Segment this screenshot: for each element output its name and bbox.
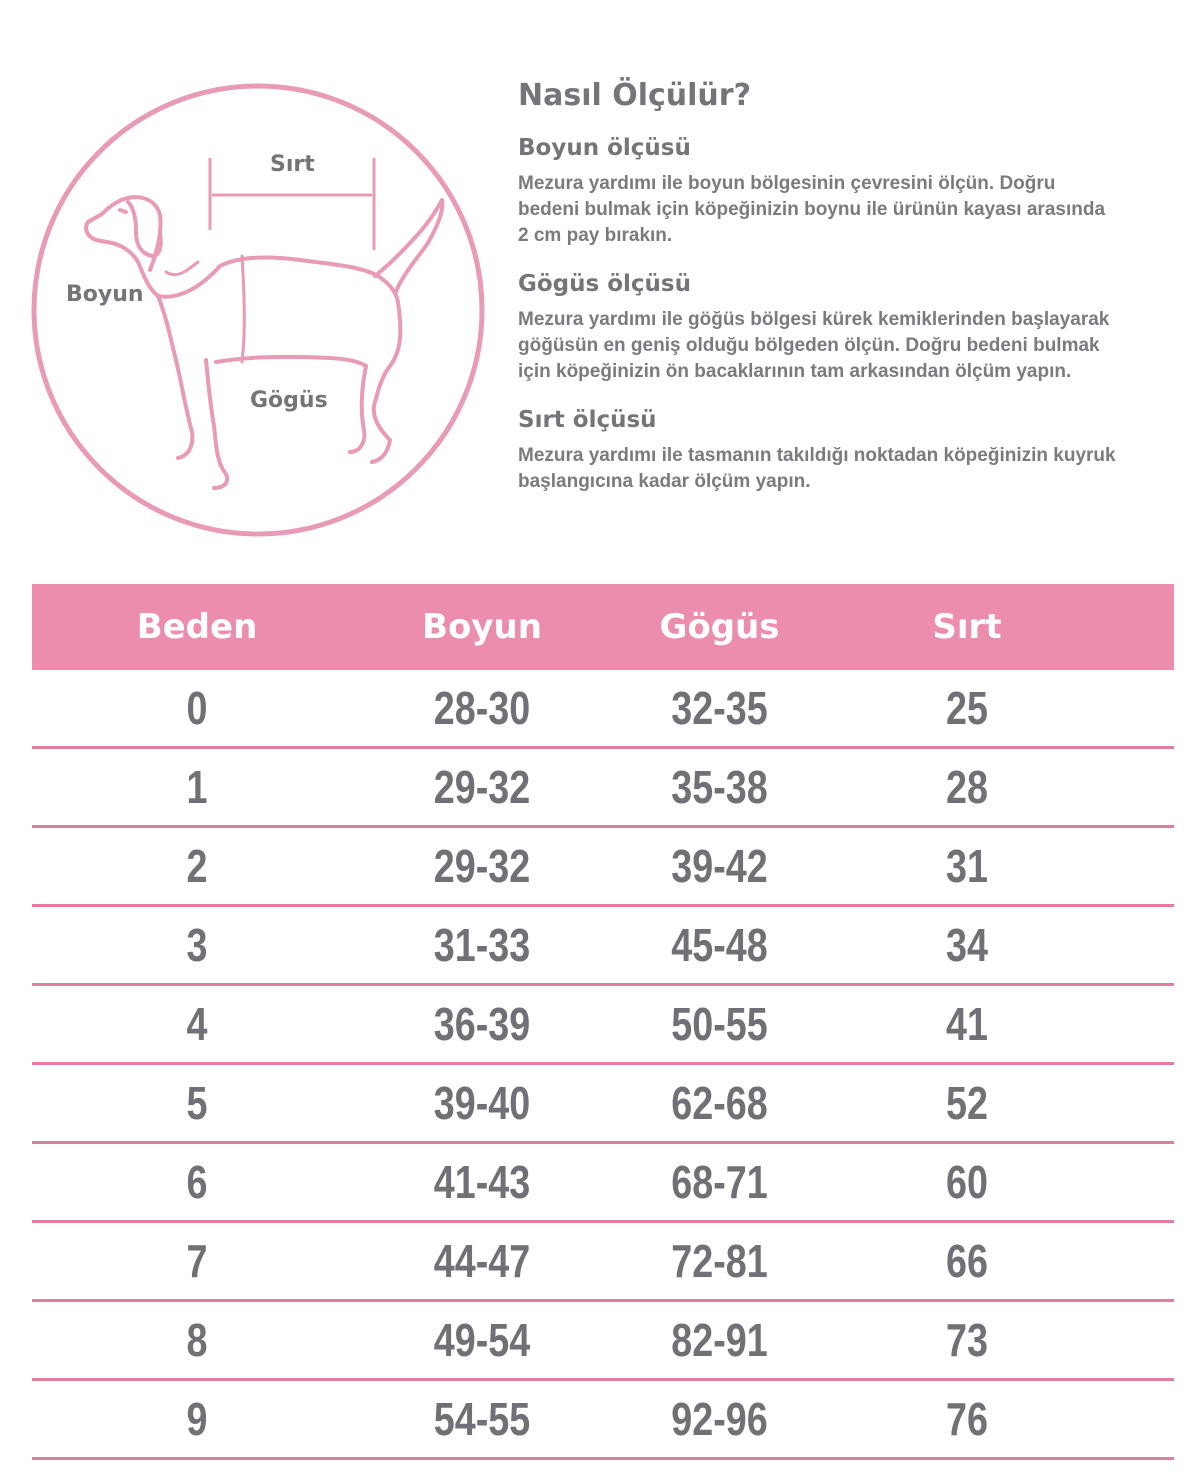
- cell-neck: 39-40: [433, 1077, 531, 1129]
- header-chest: Gögüs: [659, 607, 780, 647]
- header-back: Sırt: [932, 607, 1002, 647]
- cell-chest: 72-81: [671, 1235, 768, 1287]
- cell-neck: 29-32: [433, 761, 531, 813]
- cell-back: 66: [946, 1235, 988, 1287]
- cell-chest: 92-96: [671, 1393, 768, 1445]
- chest-section: [518, 271, 1188, 385]
- table-row: [32, 1223, 1174, 1302]
- cell-back: 31: [946, 840, 988, 892]
- cell-back: 52: [946, 1077, 988, 1129]
- cell-back: 60: [946, 1156, 988, 1208]
- section-heading: Boyun ölçüsü: [518, 135, 691, 161]
- table-row: [32, 1144, 1174, 1223]
- cell-neck: 54-55: [433, 1393, 531, 1445]
- cell-back: 28: [946, 761, 988, 813]
- section-body: Mezura yardımı ile göğüs bölgesi kürek kemiklerinden başlayarak göğüsün en geniş olduğu bölgeden ölçün. Doğru bedeni bulmak için köpeğinizin ön bacaklarının tam arkasından ölçüm yapın.: [518, 309, 1110, 382]
- cell-neck: 41-43: [433, 1156, 531, 1208]
- table-row: [32, 1302, 1174, 1381]
- cell-back: 41: [946, 998, 988, 1050]
- dog-diagram: [30, 80, 490, 540]
- cell-size: 1: [186, 761, 208, 813]
- cell-size: 6: [186, 1156, 208, 1208]
- cell-size: 7: [186, 1235, 208, 1287]
- cell-neck: 28-30: [433, 682, 531, 734]
- cell-back: 25: [946, 682, 988, 734]
- section-body: Mezura yardımı ile boyun bölgesinin çevresini ölçün. Doğru bedeni bulmak için köpeğinizin boynu ile ürünün kayası arasında 2 cm pay bırakın.: [518, 173, 1106, 246]
- neck-section: [518, 135, 1188, 249]
- cell-chest: 62-68: [671, 1077, 768, 1129]
- section-heading: Sırt ölçüsü: [518, 407, 657, 433]
- table-row: [32, 1065, 1174, 1144]
- diagram-circle: [34, 86, 482, 534]
- back-section: [518, 407, 1188, 495]
- cell-chest: 68-71: [671, 1156, 768, 1208]
- cell-size: 2: [186, 840, 208, 892]
- cell-back: 73: [946, 1314, 988, 1366]
- table-header: [32, 584, 1174, 670]
- cell-size: 8: [186, 1314, 208, 1366]
- cell-chest: 50-55: [671, 998, 768, 1050]
- table-row: [32, 986, 1174, 1065]
- dog-measurement-illustration: [30, 80, 490, 540]
- cell-chest: 35-38: [671, 761, 768, 813]
- cell-chest: 32-35: [671, 682, 768, 734]
- measurement-instructions: [518, 78, 1188, 517]
- size-table: [32, 584, 1174, 1460]
- section-heading: Gögüs ölçüsü: [518, 271, 691, 297]
- cell-neck: 36-39: [433, 998, 531, 1050]
- header-neck: Boyun: [422, 607, 542, 647]
- cell-neck: 49-54: [433, 1314, 531, 1366]
- section-body: Mezura yardımı ile tasmanın takıldığı noktadan köpeğinizin kuyruk başlangıcına kadar ölçüm yapın.: [518, 445, 1116, 492]
- cell-chest: 45-48: [671, 919, 768, 971]
- table-row: [32, 1381, 1174, 1460]
- cell-back: 76: [946, 1393, 988, 1445]
- table-row: [32, 749, 1174, 828]
- cell-back: 34: [946, 919, 988, 971]
- chest-label: Gögüs: [250, 388, 328, 413]
- cell-size: 5: [186, 1077, 208, 1129]
- cell-neck: 31-33: [433, 919, 531, 971]
- instructions-title: Nasıl Ölçülür?: [518, 78, 751, 113]
- table-row: [32, 828, 1174, 907]
- cell-neck: 44-47: [433, 1235, 531, 1287]
- table-row: [32, 907, 1174, 986]
- cell-size: 3: [186, 919, 208, 971]
- cell-size: 4: [186, 998, 208, 1050]
- table-row: [32, 670, 1174, 749]
- cell-size: 0: [186, 682, 208, 734]
- cell-chest: 39-42: [671, 840, 768, 892]
- cell-size: 9: [186, 1393, 208, 1445]
- cell-chest: 82-91: [671, 1314, 768, 1366]
- cell-neck: 29-32: [433, 840, 531, 892]
- back-label: Sırt: [270, 152, 315, 177]
- header-size: Beden: [136, 607, 258, 647]
- dog-outline: [86, 197, 442, 488]
- neck-label: Boyun: [66, 282, 144, 307]
